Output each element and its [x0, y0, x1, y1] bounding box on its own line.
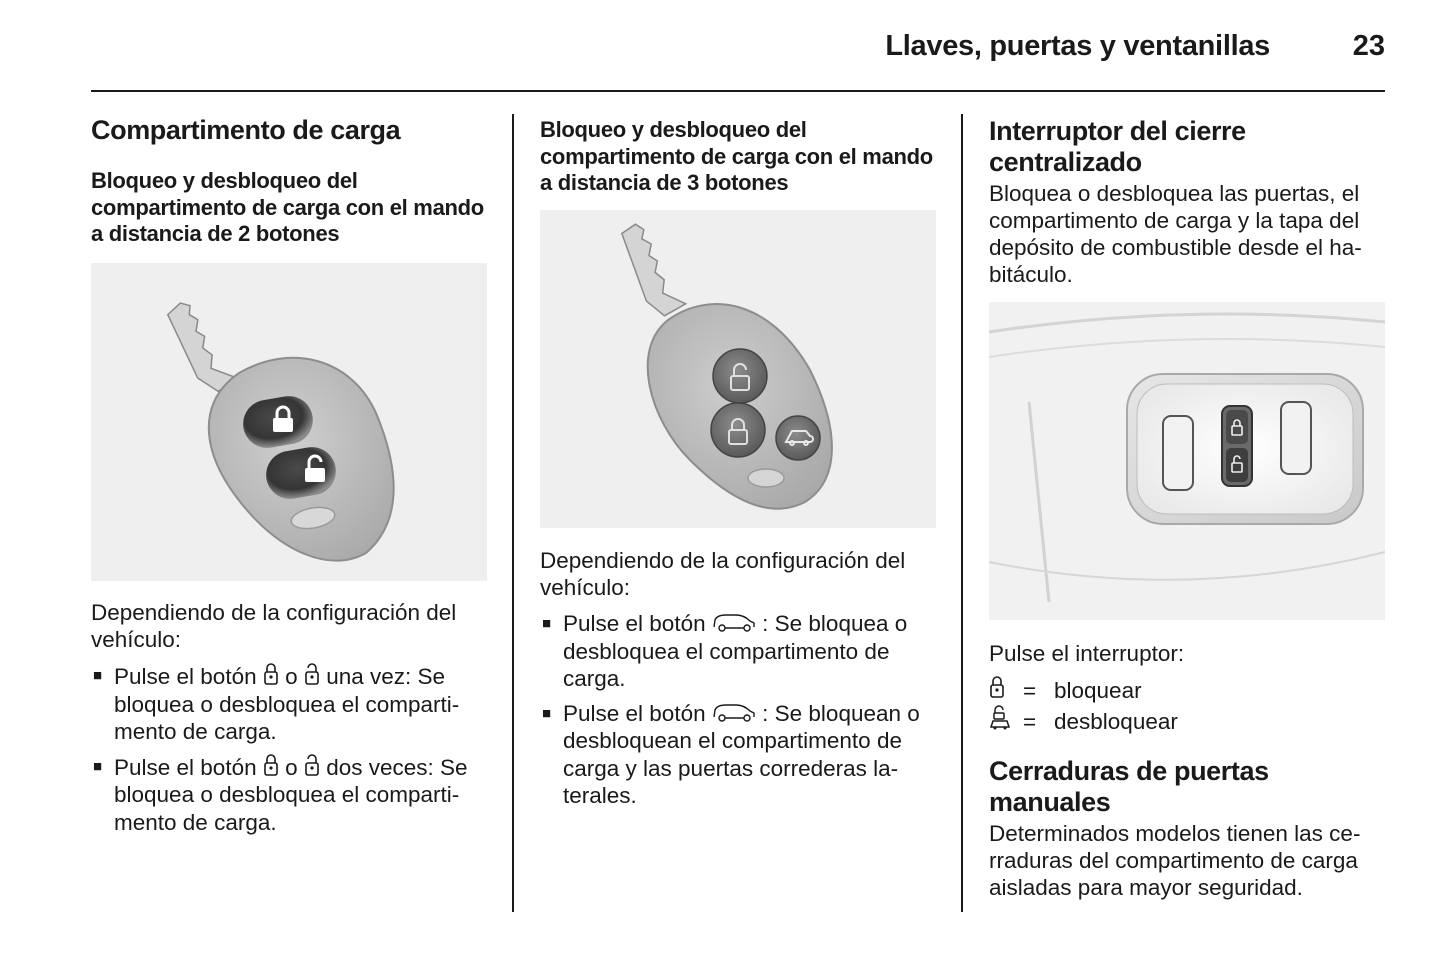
- column-1: [91, 115, 491, 248]
- bullet-marker: ■: [93, 667, 103, 684]
- section-heading-central-locking: Interruptor del cierre centralizado: [989, 116, 1246, 177]
- lock-icon: [989, 675, 1005, 699]
- central-locking-description: Bloquea o desbloquea las puertas, el compartimento de carga y la tapa del depósito de combustible desde el habitáculo.: [989, 181, 1362, 287]
- bullet-marker: ■: [542, 615, 552, 632]
- list-item: ■ Pulse el botón : Se bloquean o desbloquean el compartimento de carga y las puertas correderas laterales.: [542, 700, 920, 808]
- column-separator-2: [961, 114, 963, 912]
- header-rule: [91, 90, 1385, 92]
- subheading-two-button-remote: Bloqueo y desbloqueo del compartimento de carga con el mando a distancia de 2 botones: [91, 168, 484, 246]
- legend-row-lock: = bloquear: [989, 675, 1387, 705]
- list-item: ■ Pulse el botón o dos veces: Se bloquea o desbloquea el compartimento de carga.: [93, 754, 468, 835]
- switch-legend: [989, 675, 1387, 737]
- list-item: ■ Pulse el botón o una vez: Se bloquea o desbloquea el compartimento de carga.: [93, 664, 460, 744]
- running-header-title: Llaves, puertas y ventanillas: [885, 30, 1270, 62]
- left-blank-switch: [1163, 416, 1193, 490]
- section-heading-manual-locks: Cerraduras de puertas manuales: [989, 756, 1269, 817]
- right-blank-switch: [1281, 402, 1311, 474]
- col1-intro: Dependiendo de la configuración del vehículo:: [91, 600, 457, 652]
- col2-bullet-list: [540, 610, 940, 810]
- list-item: ■ Pulse el botón : Se bloquea o desbloquea el compartimento de carga.: [542, 611, 908, 691]
- van-icon: [712, 611, 756, 633]
- three-button-key-figure: [540, 210, 936, 528]
- van-icon: [712, 701, 756, 723]
- col1-bullet-list: [91, 662, 491, 836]
- section-heading-cargo: Compartimento de carga: [91, 115, 401, 145]
- page-number: 23: [1352, 30, 1385, 62]
- bullet-marker: ■: [93, 757, 103, 775]
- press-switch-label: Pulse el interruptor:: [989, 641, 1185, 666]
- bullet-marker: ■: [542, 704, 552, 722]
- manual-locks-description: Determinados modelos tienen las cerraduras del compartimento de carga aisladas para mayor seguridad.: [989, 821, 1361, 900]
- unlock-icon: [304, 662, 320, 686]
- unlock-icon: [304, 753, 320, 777]
- key-indicator: [748, 469, 784, 487]
- car-unlock-icon: [989, 705, 1011, 731]
- column-3: [989, 116, 1387, 288]
- two-button-key-figure: [91, 263, 487, 581]
- legend-row-unlock: = desbloquear: [989, 705, 1387, 737]
- col2-intro: Dependiendo de la configuración del vehículo:: [540, 548, 906, 600]
- key-blade: [620, 217, 687, 320]
- lock-icon: [263, 753, 279, 777]
- subheading-three-button-remote: Bloqueo y desbloqueo del compartimento de carga con el mando a distancia de 3 botones: [540, 117, 933, 195]
- column-separator-1: [512, 114, 514, 912]
- column-2: [540, 117, 940, 197]
- central-locking-switch-figure: [989, 302, 1385, 620]
- lock-icon: [263, 662, 279, 686]
